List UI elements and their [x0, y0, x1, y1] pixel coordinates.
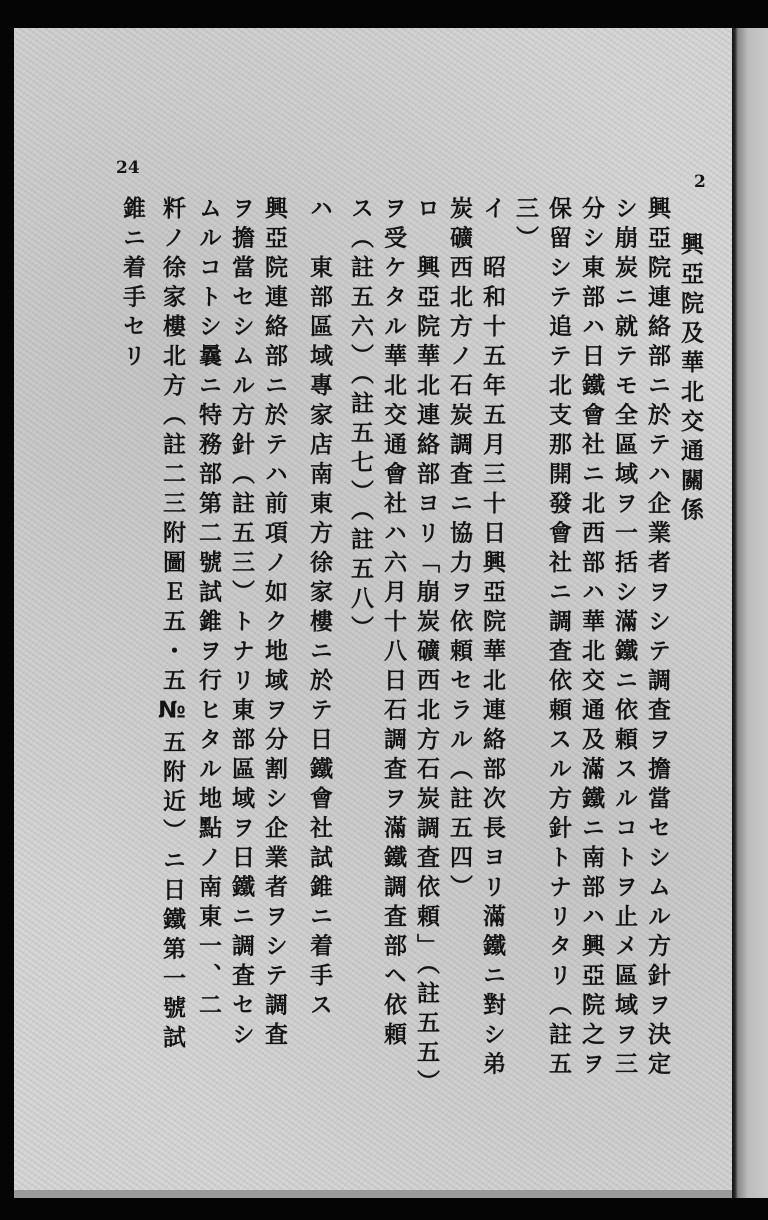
- text-column-7: イ 昭和十五年五月三十日興亞院華北連絡部次長ヨリ滿鐵ニ對シ弟: [479, 196, 505, 1081]
- book-spine: [732, 28, 768, 1198]
- page-number-right: 2: [694, 172, 706, 192]
- text-column-1: 興亞院及華北交通關係: [677, 232, 703, 527]
- page-number-left: 24: [116, 158, 140, 178]
- text-column-8: 炭礦西北方ノ石炭調査ニ協力ヲ依頼セラル（註五四）: [446, 196, 472, 904]
- text-column-2: 興亞院連絡部ニ於テハ企業者ヲシテ調査ヲ擔當セシムル方針ヲ決定: [644, 196, 670, 1081]
- text-column-9: ロ 興亞院華北連絡部ヨリ「崩炭礦西北方石炭調査依頼」（註五五）: [413, 196, 439, 1099]
- text-column-16: 粁ノ徐家樓北方（註二三附圖Ｅ五・五№五附近）ニ日鐵第一號試: [159, 196, 185, 1055]
- text-column-13: 興亞院連絡部ニ於テハ前項ノ如ク地域ヲ分割シ企業者ヲシテ調査: [261, 196, 287, 1052]
- text-column-6: 三）: [512, 196, 538, 255]
- text-column-3: シ崩炭ニ就テモ全區域ヲ一括シ滿鐵ニ依頼スルコトヲ止メ區域ヲ三: [611, 196, 637, 1081]
- text-column-15: ムルコトシ曩ニ特務部第二號試錐ヲ行ヒタル地點ノ南東一、二: [195, 196, 221, 1022]
- text-column-5: 保留シテ追テ北支那開發會社ニ調査依頼スル方針トナリタリ（註五: [545, 196, 571, 1081]
- text-column-12: ハ 東部區域專家店南東方徐家樓ニ於テ日鐵會社試錐ニ着手ス: [306, 196, 332, 1022]
- text-column-14: ヲ擔當セシムル方針（註五三）トナリ東部區域ヲ日鐵ニ調査セシ: [228, 196, 254, 1052]
- text-column-17: 錐ニ着手セリ: [119, 196, 145, 373]
- text-column-11: ス（註五六）（註五七）（註五八）: [347, 196, 373, 645]
- text-column-10: ヲ受ケタル華北交通會社ハ六月十八日石調査ヲ滿鐵調査部ヘ依頼: [380, 196, 406, 1052]
- text-column-4: 分シ東部ハ日鐵會社ニ北西部ハ華北交通及滿鐵ニ南部ハ興亞院之ヲ: [578, 196, 604, 1081]
- page-bottom-edge: [14, 1190, 732, 1198]
